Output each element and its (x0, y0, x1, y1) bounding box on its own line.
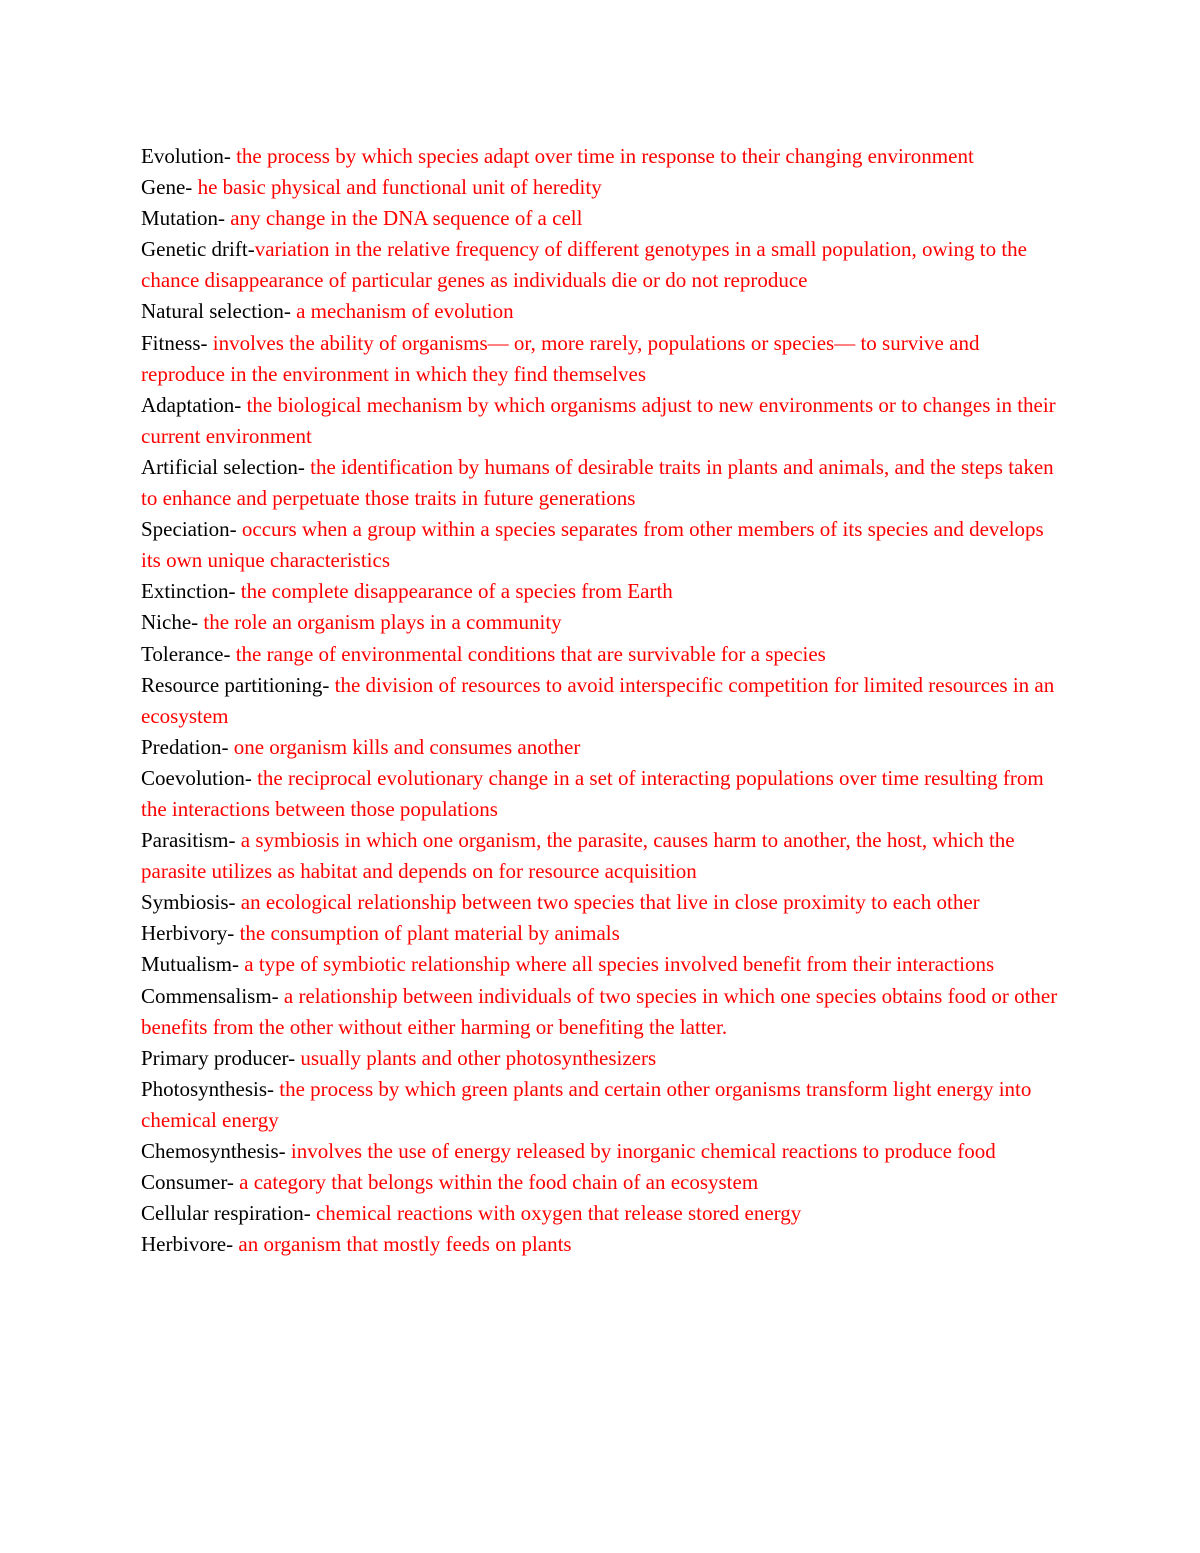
definition-symbiosis: an ecological relationship between two species that live in close proximity to each other (240, 890, 980, 915)
definition-predation: one organism kills and consumes another (233, 734, 581, 759)
entry-symbiosis (141, 887, 1066, 918)
term-parasitism: Parasitism- (141, 828, 236, 853)
term-adaptation: Adaptation- (141, 392, 242, 417)
term-niche: Niche- (141, 610, 199, 635)
entry-fitness (141, 328, 1066, 390)
entry-resource-partitioning (141, 670, 1066, 732)
definition-commensalism: a relationship between individuals of two species in which one species obtains food or other benefits from the other without either harming or benefiting the latter. (141, 983, 1058, 1039)
term-artificial-selection: Artificial selection- (141, 454, 305, 479)
entry-mutation (141, 203, 1066, 234)
term-photosynthesis: Photosynthesis- (141, 1076, 275, 1101)
entry-speciation (141, 514, 1066, 576)
term-mutation: Mutation- (141, 206, 225, 231)
term-commensalism: Commensalism- (141, 983, 279, 1008)
term-fitness: Fitness- (141, 330, 208, 355)
entry-photosynthesis (141, 1074, 1066, 1136)
definition-herbivory: the consumption of plant material by animals (239, 921, 620, 946)
definition-speciation: occurs when a group within a species separates from other members of its species and develops its own unique characteristics (141, 517, 1044, 573)
term-coevolution: Coevolution- (141, 765, 252, 790)
entry-natural-selection (141, 296, 1066, 327)
entry-predation (141, 732, 1066, 763)
entry-commensalism (141, 981, 1066, 1043)
definition-consumer: a category that belongs within the food chain of an ecosystem (239, 1170, 759, 1195)
definition-adaptation: the biological mechanism by which organisms adjust to new environments or to changes in their current environment (141, 392, 1056, 448)
document-page (141, 141, 1066, 1260)
entry-chemosynthesis (141, 1136, 1066, 1167)
entry-niche (141, 607, 1066, 638)
term-natural-selection: Natural selection- (141, 299, 291, 324)
term-gene: Gene- (141, 175, 193, 200)
definition-tolerance: the range of environmental conditions that are survivable for a species (235, 641, 826, 666)
definition-gene: he basic physical and functional unit of heredity (197, 175, 602, 200)
term-herbivory: Herbivory- (141, 921, 235, 946)
entry-genetic-drift (141, 234, 1066, 296)
term-evolution: Evolution- (141, 144, 231, 168)
entry-evolution (141, 141, 1066, 172)
term-cellular-respiration: Cellular respiration- (141, 1201, 311, 1226)
entry-artificial-selection (141, 452, 1066, 514)
definition-photosynthesis: the process by which green plants and certain other organisms transform light energy into chemical energy (141, 1076, 1032, 1132)
term-primary-producer: Primary producer- (141, 1045, 296, 1070)
definition-coevolution: the reciprocal evolutionary change in a set of interacting populations over time resulting from the interactions between those populations (141, 765, 1044, 821)
entry-coevolution (141, 763, 1066, 825)
term-speciation: Speciation- (141, 517, 237, 542)
term-chemosynthesis: Chemosynthesis- (141, 1139, 286, 1163)
entry-extinction (141, 576, 1066, 607)
definition-fitness: involves the ability of organisms— or, more rarely, populations or species— to survive and reproduce in the environment in which they find themselves (141, 330, 980, 386)
entry-primary-producer (141, 1043, 1066, 1074)
entry-adaptation (141, 390, 1066, 452)
definition-chemosynthesis: involves the use of energy released by inorganic chemical reactions to produce food (290, 1139, 996, 1163)
entry-herbivore (141, 1229, 1066, 1260)
definition-cellular-respiration: chemical reactions with oxygen that release stored energy (315, 1201, 802, 1226)
definition-natural-selection: a mechanism of evolution (296, 299, 514, 324)
term-symbiosis: Symbiosis- (141, 890, 236, 915)
entry-tolerance (141, 639, 1066, 670)
definition-artificial-selection: the identification by humans of desirable traits in plants and animals, and the steps taken to enhance and perpetuate those traits in future generations (141, 454, 1054, 511)
term-predation: Predation- (141, 734, 229, 759)
entry-cellular-respiration (141, 1198, 1066, 1229)
entry-consumer (141, 1167, 1066, 1198)
definition-mutation: any change in the DNA sequence of a cell (230, 206, 583, 231)
entry-mutualism (141, 949, 1066, 980)
entry-gene (141, 172, 1066, 203)
definition-mutualism: a type of symbiotic relationship where all species involved benefit from their interactions (244, 952, 995, 977)
definition-primary-producer: usually plants and other photosynthesizers (300, 1045, 657, 1070)
term-tolerance: Tolerance- (141, 641, 231, 666)
definition-extinction: the complete disappearance of a species from Earth (240, 579, 673, 604)
term-genetic-drift: Genetic drift- (141, 237, 255, 262)
definition-resource-partitioning: the division of resources to avoid interspecific competition for limited resources in an ecosystem (141, 672, 1055, 728)
definition-genetic-drift: variation in the relative frequency of different genotypes in a small population, owing to the chance disappearance of particular genes as individuals die or do not reproduce (141, 237, 1028, 293)
definition-evolution: the process by which species adapt over time in response to their changing environment (236, 144, 974, 168)
term-mutualism: Mutualism- (141, 952, 239, 977)
definition-parasitism: a symbiosis in which one organism, the parasite, causes harm to another, the host, which the parasite utilizes as habitat and depends on for resource acquisition (141, 828, 1015, 884)
definition-niche: the role an organism plays in a community (203, 610, 562, 635)
term-resource-partitioning: Resource partitioning- (141, 672, 330, 697)
entry-parasitism (141, 825, 1066, 887)
definition-herbivore: an organism that mostly feeds on plants (238, 1232, 572, 1257)
term-extinction: Extinction- (141, 579, 236, 604)
term-herbivore: Herbivore- (141, 1232, 234, 1257)
entry-herbivory (141, 918, 1066, 949)
term-consumer: Consumer- (141, 1170, 234, 1195)
